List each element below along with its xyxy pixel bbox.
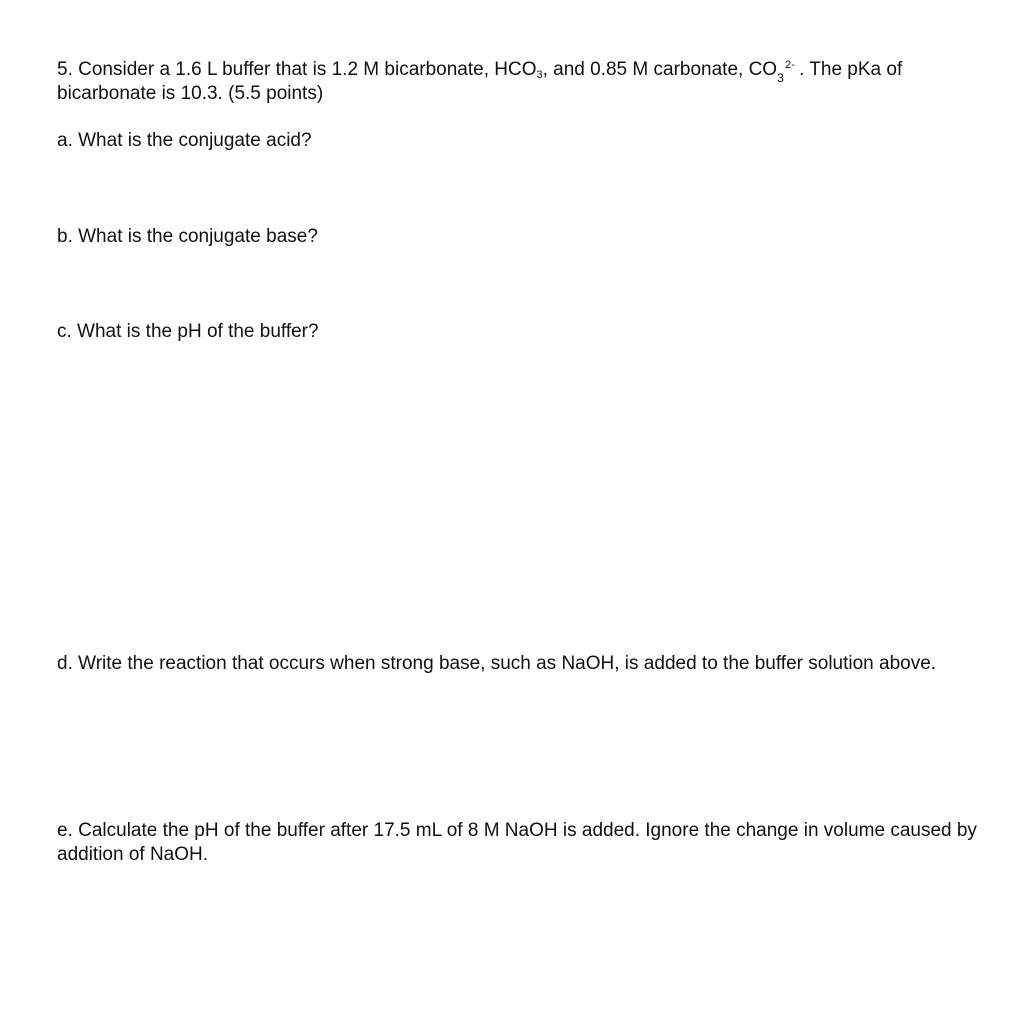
co3-superscript: 2- <box>785 59 795 71</box>
question-5c: c. What is the pH of the buffer? <box>57 321 319 342</box>
intro-text-part1: 5. Consider a 1.6 L buffer that is 1.2 M bicarbonate, HCO <box>57 59 537 80</box>
question-5-intro <box>57 58 977 106</box>
question-5a: a. What is the conjugate acid? <box>57 130 312 151</box>
co3-charge-notation <box>777 59 799 85</box>
question-5d: d. Write the reaction that occurs when strong base, such as NaOH, is added to the buffer solution above. <box>57 653 937 674</box>
question-5e: e. Calculate the pH of the buffer after 17.5 mL of 8 M NaOH is added. Ignore the change in volume caused by addition of NaOH. <box>57 820 977 865</box>
hco3-subscript: 3 <box>536 69 543 81</box>
intro-text-part3: . The pKa of bicarbonate is 10.3. (5.5 points) <box>57 59 903 104</box>
question-5b: b. What is the conjugate base? <box>57 226 318 247</box>
co3-subscript: 3 <box>777 71 784 85</box>
intro-text-part2: , and 0.85 M carbonate, CO <box>542 59 778 80</box>
